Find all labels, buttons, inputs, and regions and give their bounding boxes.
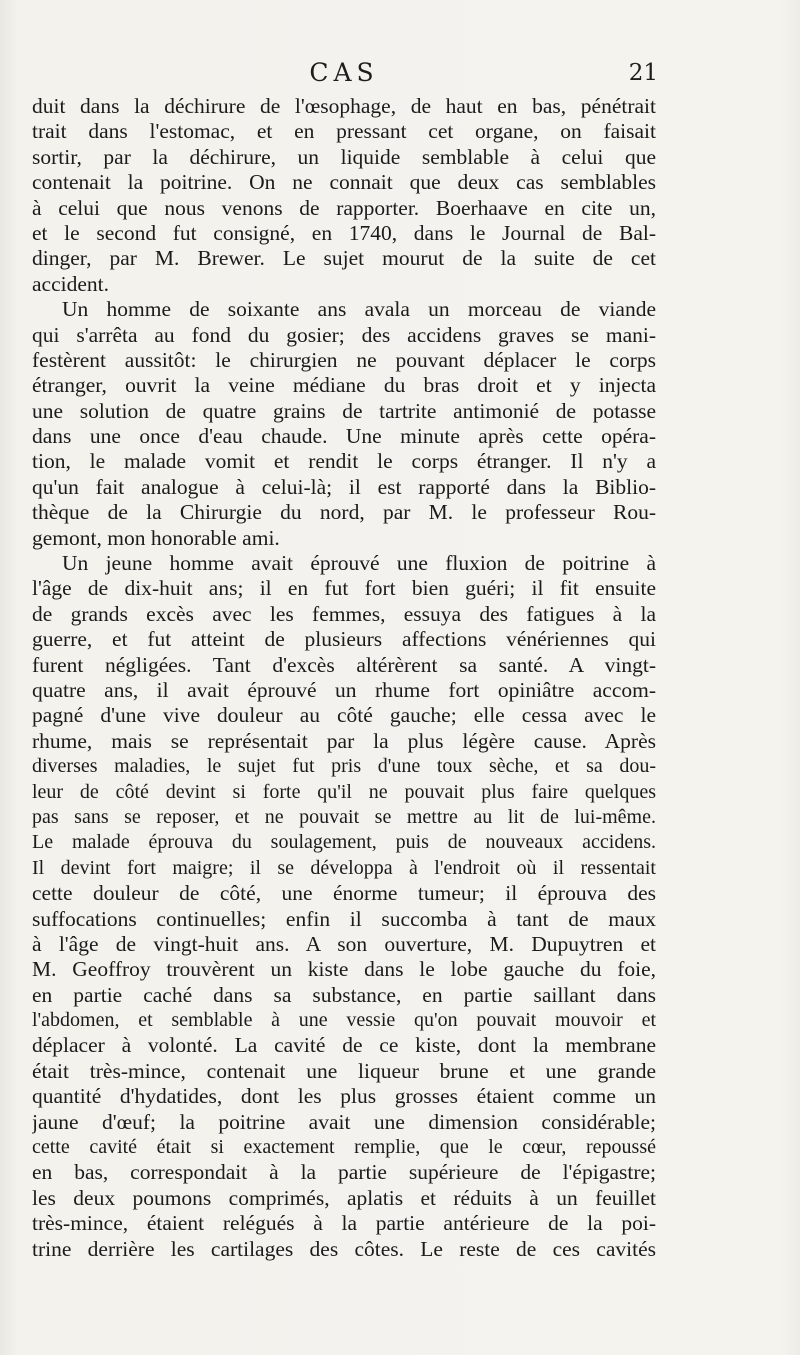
text-line: thèque de la Chirurgie du nord, par M. le professeur Rou-: [32, 500, 656, 525]
text-line: qu'un fait analogue à celui-là; il est rapporté dans la Biblio-: [32, 474, 656, 499]
text-line: les deux poumons comprimés, aplatis et réduits à un feuillet: [32, 1185, 656, 1210]
page-header: [32, 58, 656, 92]
text-line: Un jeune homme avait éprouvé une fluxion de poitrine à: [62, 551, 656, 576]
text-line: furent négligées. Tant d'excès altérèrent sa santé. A vingt-: [32, 652, 656, 677]
text-line: quantité d'hydatides, dont les plus grosses étaient comme un: [32, 1084, 656, 1109]
text-line: en partie caché dans sa substance, en partie saillant dans: [32, 982, 656, 1007]
text-line: accident.: [32, 271, 109, 296]
page-number: 21: [628, 60, 658, 86]
text-line: l'abdomen, et semblable à une vessie qu'on pouvait mouvoir et: [32, 1009, 656, 1032]
text-line: déplacer à volonté. La cavité de ce kiste, dont la membrane: [32, 1033, 656, 1058]
text-line: contenait la poitrine. On ne connait que deux cas semblables: [32, 170, 656, 195]
text-line: trine derrière les cartilages des côtes. Le reste de ces cavités: [32, 1236, 656, 1261]
text-line: l'âge de dix-huit ans; il en fut fort bien guéri; il fit ensuite: [32, 576, 656, 601]
text-line: M. Geoffroy trouvèrent un kiste dans le lobe gauche du foie,: [32, 957, 656, 982]
text-line: étranger, ouvrit la veine médiane du bras droit et y injecta: [32, 373, 656, 398]
text-line: de grands excès avec les femmes, essuya des fatigues à la: [32, 601, 656, 626]
text-line: à l'âge de vingt-huit ans. A son ouverture, M. Dupuytren et: [32, 931, 656, 956]
text-line: trait dans l'estomac, et en pressant cet organe, on faisait: [32, 119, 656, 144]
text-line: pas sans se reposer, et ne pouvait se mettre au lit de lui-même.: [32, 805, 656, 828]
text-line: était très-mince, contenait une liqueur brune et une grande: [32, 1058, 656, 1083]
text-line: qui s'arrêta au fond du gosier; des accidens graves se mani-: [32, 322, 656, 347]
body-text: [32, 94, 656, 1262]
text-line: très-mince, étaient relégués à la partie antérieure de la poi-: [32, 1211, 656, 1236]
text-line: Le malade éprouva du soulagement, puis de nouveaux accidens.: [32, 831, 656, 854]
text-line: duit dans la déchirure de l'œsophage, de haut en bas, pénétrait: [32, 94, 656, 118]
text-line: guerre, et fut atteint de plusieurs affections vénériennes qui: [32, 627, 656, 652]
text-line: cette douleur de côté, une énorme tumeur; il éprouva des: [32, 881, 656, 906]
text-line: Un homme de soixante ans avala un morceau de viande: [62, 297, 656, 322]
text-line: en bas, correspondait à la partie supérieure de l'épigastre;: [32, 1160, 656, 1185]
text-line: festèrent aussitôt: le chirurgien ne pouvant déplacer le corps: [32, 347, 656, 372]
text-line: leur de côté devint si forte qu'il ne pouvait plus faire quelques: [32, 780, 656, 803]
text-line: dinger, par M. Brewer. Le sujet mourut de la suite de cet: [32, 246, 656, 271]
text-line: gemont, mon honorable ami.: [32, 525, 280, 550]
text-line: suffocations continuelles; enfin il succomba à tant de maux: [32, 906, 656, 931]
text-line: jaune d'œuf; la poitrine avait une dimension considérable;: [32, 1109, 656, 1134]
text-line: et le second fut consigné, en 1740, dans le Journal de Bal-: [32, 220, 656, 245]
text-line: diverses maladies, le sujet fut pris d'une toux sèche, et sa dou-: [32, 755, 656, 778]
text-line: quatre ans, il avait éprouvé un rhume fort opiniâtre accom-: [32, 677, 656, 702]
text-line: cette cavité était si exactement remplie, que le cœur, repoussé: [32, 1136, 656, 1159]
text-line: rhume, mais se représentait par la plus légère cause. Après: [32, 728, 656, 753]
text-line: pagné d'une vive douleur au côté gauche; elle cessa avec le: [32, 703, 656, 728]
text-line: sortir, par la déchirure, un liquide semblable à celui que: [32, 144, 656, 169]
running-head: CAS: [309, 58, 379, 87]
text-line: dans une once d'eau chaude. Une minute après cette opéra-: [32, 424, 656, 449]
text-line: Il devint fort maigre; il se développa à l'endroit où il ressentait: [32, 856, 656, 879]
text-line: à celui que nous venons de rapporter. Boerhaave en cite un,: [32, 195, 656, 220]
text-line: une solution de quatre grains de tartrite antimonié de potasse: [32, 398, 656, 423]
text-line: tion, le malade vomit et rendit le corps étranger. Il n'y a: [32, 449, 656, 474]
